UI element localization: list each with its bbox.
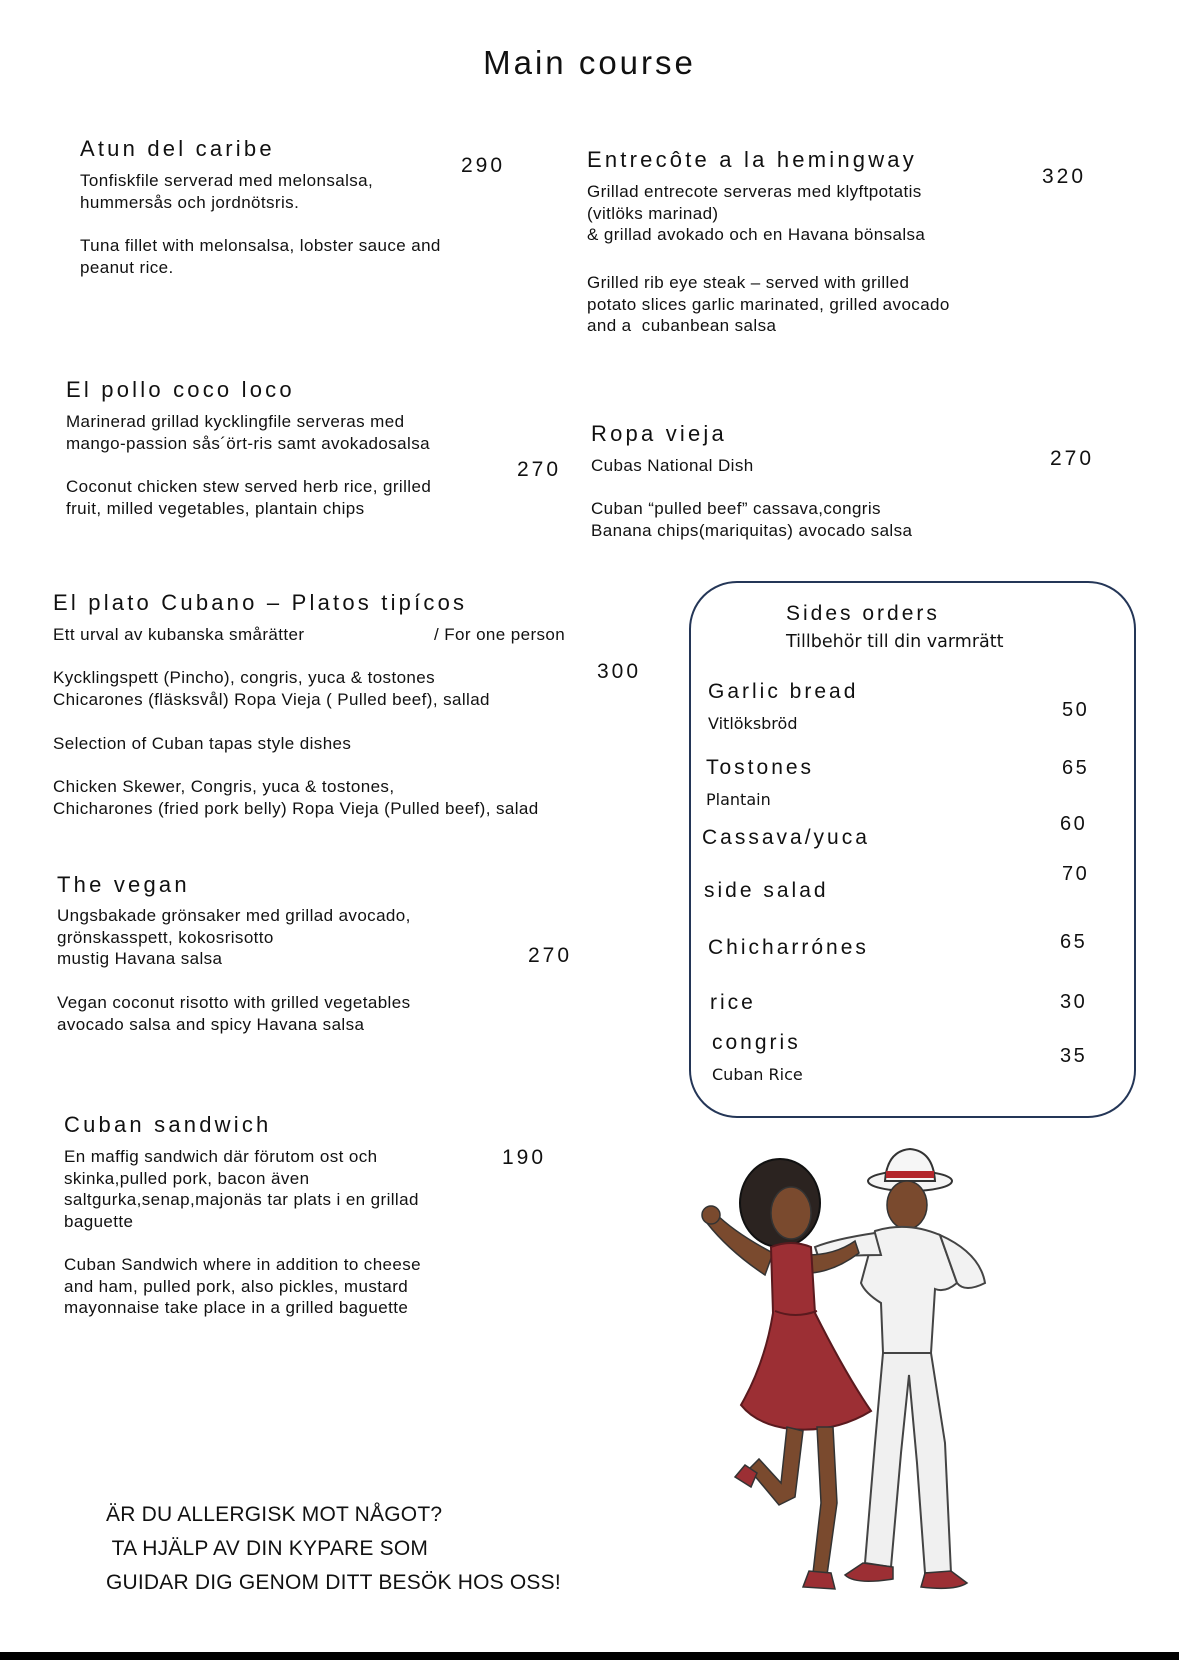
side-item-chicharrones: Chicharrónes bbox=[708, 936, 869, 959]
allergy-notice-line-3: GUIDAR DIG GENOM DITT BESÖK HOS OSS! bbox=[106, 1571, 561, 1594]
dish-name-ropa-vieja: Ropa vieja bbox=[591, 421, 727, 446]
dish-description-english: Cuban “pulled beef” cassava,congris Banana chips(mariquitas) avocado salsa bbox=[591, 499, 913, 540]
dish-description-english: Coconut chicken stew served herb rice, grilled fruit, milled vegetables, plantain chips bbox=[66, 477, 432, 518]
side-item-price: 30 bbox=[1060, 991, 1088, 1013]
dish-description-english: Vegan coconut risotto with grilled vegetables avocado salsa and spicy Havana salsa bbox=[57, 993, 411, 1034]
side-item-cassava-yuca: Cassava/yuca bbox=[702, 826, 870, 849]
dish-description-english: Selection of Cuban tapas style dishes Chicken Skewer, Congris, yuca & tostones, Chicharones (fried pork belly) Ropa Vieja (Pulled beef), salad bbox=[53, 734, 539, 819]
dish-name-el-pollo-coco-loco: El pollo coco loco bbox=[66, 377, 295, 402]
dish-price-el-pollo-coco-loco: 270 bbox=[517, 458, 562, 481]
dish-name-cuban-sandwich: Cuban sandwich bbox=[64, 1112, 272, 1137]
side-item-price: 50 bbox=[1062, 699, 1090, 721]
side-item-price: 65 bbox=[1062, 757, 1090, 779]
dish-description-swedish: Cubas National Dish bbox=[591, 456, 754, 475]
dish-price-entrecote: 320 bbox=[1042, 165, 1087, 188]
dish-description-swedish: Marinerad grillad kycklingfile serveras med mango-passion sås´ört-ris samt avokadosalsa bbox=[66, 412, 430, 453]
salsa-dancers-illustration bbox=[695, 1143, 1025, 1603]
dish-name-el-plato-cubano: El plato Cubano – Platos tipícos bbox=[53, 590, 468, 615]
side-item-note: Plantain bbox=[706, 790, 771, 809]
allergy-notice-line-2: TA HJÄLP AV DIN KYPARE SOM bbox=[106, 1537, 429, 1560]
dish-description-english: Cuban Sandwich where in addition to cheese and ham, pulled pork, also pickles, mustard mayonnaise take place in a grilled baguette bbox=[64, 1255, 422, 1318]
side-item-price: 35 bbox=[1060, 1045, 1088, 1067]
side-item-congris: congris bbox=[712, 1031, 801, 1054]
dish-description-english: Tuna fillet with melonsalsa, lobster sauce and peanut rice. bbox=[80, 236, 441, 277]
dish-description-swedish: Ett urval av kubanska smårätter Kycklingspett (Pincho), congris, yuca & tostones Chicarones (fläsksvål) Ropa Vieja ( Pulled beef), sallad bbox=[53, 625, 490, 710]
dish-price-ropa-vieja: 270 bbox=[1050, 447, 1095, 470]
side-item-rice: rice bbox=[710, 991, 756, 1014]
side-item-note: Vitlöksbröd bbox=[708, 714, 798, 733]
sides-title: Sides orders bbox=[786, 602, 940, 625]
dish-price-cuban-sandwich: 190 bbox=[502, 1146, 547, 1169]
page-title: Main course bbox=[483, 44, 696, 81]
dish-description-swedish: En maffig sandwich där förutom ost och skinka,pulled pork, bacon även saltgurka,senap,majonäs tar plats i en grillad baguette bbox=[64, 1147, 419, 1232]
dish-description-swedish: Ungsbakade grönsaker med grillad avocado, grönskasspett, kokosrisotto mustig Havana salsa bbox=[57, 906, 411, 969]
allergy-notice-line-1: ÄR DU ALLERGISK MOT NÅGOT? bbox=[106, 1503, 443, 1526]
dish-price-el-plato-cubano: 300 bbox=[597, 660, 642, 683]
dish-portion-note: / For one person bbox=[434, 625, 566, 644]
side-item-side-salad: side salad bbox=[704, 879, 829, 902]
dish-name-the-vegan: The vegan bbox=[57, 872, 190, 897]
sides-subtitle: Tillbehör till din varmrätt bbox=[786, 632, 1004, 652]
side-item-price: 65 bbox=[1060, 931, 1088, 953]
side-item-garlic-bread: Garlic bread bbox=[708, 680, 859, 703]
dish-price-atun-del-caribe: 290 bbox=[461, 154, 506, 177]
side-item-price: 70 bbox=[1062, 863, 1090, 885]
dish-name-entrecote: Entrecôte a la hemingway bbox=[587, 147, 917, 172]
dish-description-swedish: Grillad entrecote serveras med klyftpotatis (vitlöks marinad) & grillad avokado och en Havana bönsalsa bbox=[587, 182, 926, 245]
side-item-price: 60 bbox=[1060, 813, 1088, 835]
dish-price-the-vegan: 270 bbox=[528, 944, 573, 967]
dish-description-english: Grilled rib eye steak – served with grilled potato slices garlic marinated, grilled avocado and a cubanbean salsa bbox=[587, 273, 950, 336]
side-item-tostones: Tostones bbox=[706, 756, 815, 779]
side-item-note: Cuban Rice bbox=[712, 1065, 803, 1084]
dish-description-swedish: Tonfiskfile serverad med melonsalsa, hummersås och jordnötsris. bbox=[80, 171, 374, 212]
page-bottom-border bbox=[0, 1652, 1179, 1660]
dish-name-atun-del-caribe: Atun del caribe bbox=[80, 136, 275, 161]
